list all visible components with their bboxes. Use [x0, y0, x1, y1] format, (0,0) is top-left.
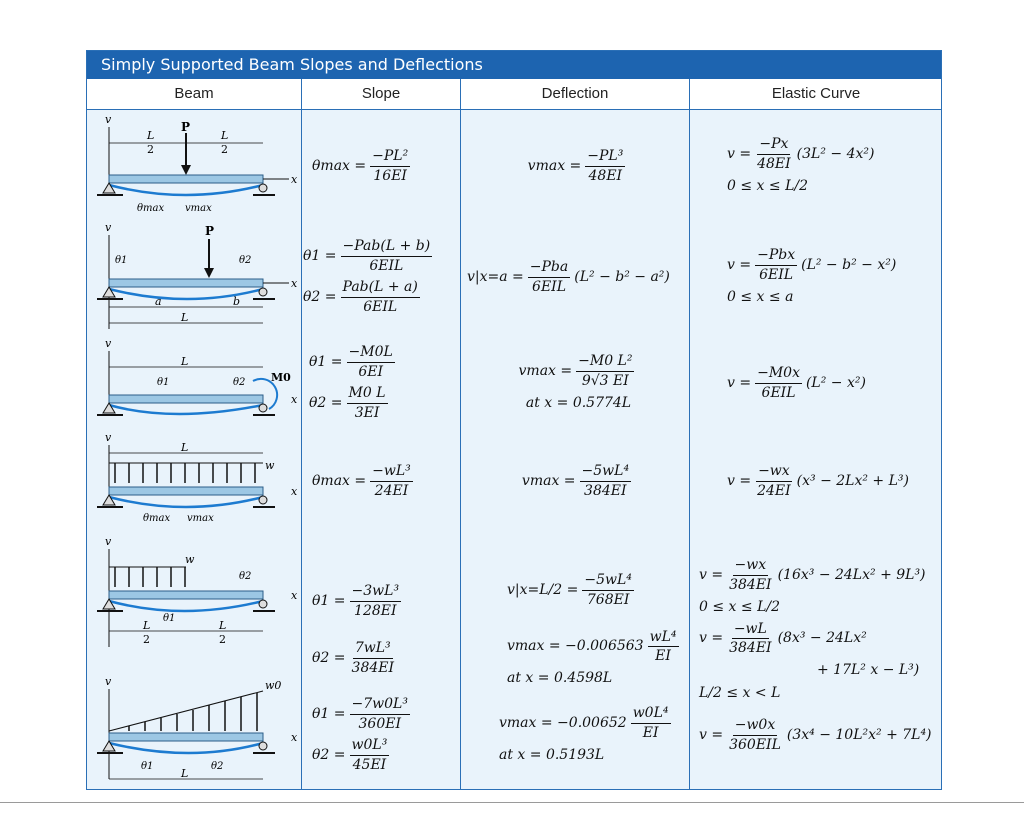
- diagram-label: θmax: [143, 513, 171, 524]
- svg-text:x: x: [291, 485, 298, 498]
- svg-text:v: v: [105, 337, 112, 350]
- diagram-label: L: [181, 441, 189, 454]
- diagram-label: L: [181, 311, 189, 324]
- diagram-label: a: [155, 295, 162, 308]
- svg-text:x: x: [291, 277, 298, 290]
- beam-diagram-row4: [93, 431, 298, 526]
- beam-diagram-row5: [93, 535, 298, 655]
- svg-text:v: v: [105, 221, 112, 234]
- diagram-label: θ1: [157, 377, 170, 388]
- page-divider: [0, 802, 1024, 803]
- beam-diagram-row1: [93, 113, 298, 213]
- diagram-label: θ2: [239, 571, 252, 582]
- load-label: M0: [271, 371, 291, 384]
- curve-row6: v = $\frac{-w0x}{\text{360EIL}}$ (3x⁴ − 10L²x² + 7L⁴): [699, 716, 932, 753]
- diagram-label: θ2: [233, 377, 246, 388]
- diagram-label: θ2: [239, 255, 252, 266]
- deflection-row1: vmax = $\frac{\text{−PL³}}{48EI}$: [527, 147, 624, 184]
- dim-label: L: [219, 619, 227, 632]
- diagram-label: vmax: [187, 513, 214, 524]
- deflection-row5: v|x=L/2 = $\frac{\text{−5wL⁴}}{768EI}$ vmax = −0.006563 $\frac{\text{wL⁴}}{EI}$ at x = 0.4598L: [507, 572, 677, 687]
- beam-diagram-row2: [93, 221, 298, 331]
- svg-text:v: v: [105, 675, 112, 688]
- svg-text:v: v: [105, 431, 112, 444]
- slope-row5: θ1 = $\frac{\text{−3wL³}}{128EI}$ θ2 = $\frac{\text{7wL³}}{384EI}$: [312, 583, 400, 676]
- load-label: w0: [265, 679, 282, 692]
- svg-text:x: x: [291, 731, 298, 744]
- curve-row5: v = $\frac{-wx}{384EI}$ (16x³ − 24Lx² + 9L³) 0 ≤ x ≤ L/2 v = $\frac{-wL}{384EI}$ (8x³ − 24Lx² + 17L² x − L³) L/2 ≤ x < L: [699, 557, 926, 701]
- diagram-label: θ1: [141, 761, 154, 772]
- slope-row2: θ1 = $\frac{\text{−Pab(L + b)}}{\text{6EIL}}$ θ2 = $\frac{\text{Pab(L + a)}}{\text{6EIL}}$: [303, 238, 431, 315]
- dim-label: 2: [147, 143, 154, 156]
- column-divider: [460, 79, 461, 789]
- curve-row2: v = $\frac{\text{−Pbx}}{\text{6EIL}}$ (L² − b² − x²) 0 ≤ x ≤ a: [727, 247, 897, 305]
- header-deflection: Deflection: [541, 85, 609, 102]
- diagram-label: vmax: [185, 203, 212, 213]
- svg-text:v: v: [105, 535, 112, 548]
- curve-row3: v = $\frac{-M0x}{\text{6EIL}}$ (L² − x²): [727, 364, 866, 401]
- column-divider: [301, 79, 302, 789]
- svg-text:x: x: [291, 589, 298, 602]
- svg-text:x: x: [291, 393, 298, 406]
- curve-row1: v = $\frac{-Px}{48EI}$ (3L² − 4x²) 0 ≤ x ≤ L/2: [727, 136, 875, 194]
- dim-label: 2: [143, 633, 150, 646]
- slope-row4: θmax = $\frac{\text{−wL³}}{24EI}$: [312, 462, 411, 499]
- curve-row4: v = $\frac{-wx}{24EI}$ (x³ − 2Lx² + L³): [727, 462, 909, 499]
- load-label: w: [265, 459, 275, 472]
- diagram-label: θ1: [163, 613, 176, 624]
- table-title: Simply Supported Beam Slopes and Deflections: [87, 51, 941, 79]
- slope-row1: θmax = $\frac{\text{−PL²}}{16EI}$: [312, 147, 409, 184]
- dim-label: L: [143, 619, 151, 632]
- slope-row3: θ1 = $\frac{-M0L}{6EI}$ θ2 = $\frac{M0 L}{3EI}$: [309, 344, 393, 421]
- diagram-label: L: [181, 355, 189, 368]
- diagram-label: θ1: [115, 255, 128, 266]
- dim-label: L: [221, 129, 229, 142]
- deflection-row2: v|x=a = $\frac{\text{−Pba}}{\text{6EIL}}$ (L² − b² − a²): [467, 258, 670, 295]
- beam-diagram-row6: [93, 675, 298, 785]
- header-elastic-curve: Elastic Curve: [771, 85, 861, 102]
- header-slope: Slope: [361, 85, 401, 102]
- dim-label: 2: [221, 143, 228, 156]
- diagram-label: L: [181, 767, 189, 780]
- diagram-label: b: [233, 295, 241, 308]
- deflection-row6: vmax = −0.00652 $\frac{\text{w0L⁴}}{EI}$ at x = 0.5193L: [499, 705, 669, 763]
- load-label: P: [205, 224, 215, 238]
- column-divider: [689, 79, 690, 789]
- diagram-label: θ2: [211, 761, 224, 772]
- dim-label: 2: [219, 633, 226, 646]
- svg-text:v: v: [105, 113, 112, 126]
- header-beam: Beam: [174, 85, 214, 102]
- load-label: w: [185, 553, 195, 566]
- load-label: P: [181, 120, 191, 134]
- diagram-label: θmax: [137, 203, 165, 213]
- beam-diagram-row3: [93, 337, 298, 427]
- deflection-row4: vmax = $\frac{\text{−5wL⁴}}{384EI}$: [521, 462, 630, 499]
- header-row: [87, 79, 941, 110]
- dim-label: L: [147, 129, 155, 142]
- svg-text:x: x: [291, 173, 298, 186]
- deflection-row3: vmax = $\frac{\text{−M0 L²}}{9√3 EI}$ at x = 0.5774L: [518, 353, 633, 411]
- beam-table: [86, 50, 942, 790]
- slope-row6: θ1 = $\frac{\text{−7w0L³}}{360EI}$ θ2 = $\frac{\text{w0L³}}{45EI}$: [312, 696, 408, 773]
